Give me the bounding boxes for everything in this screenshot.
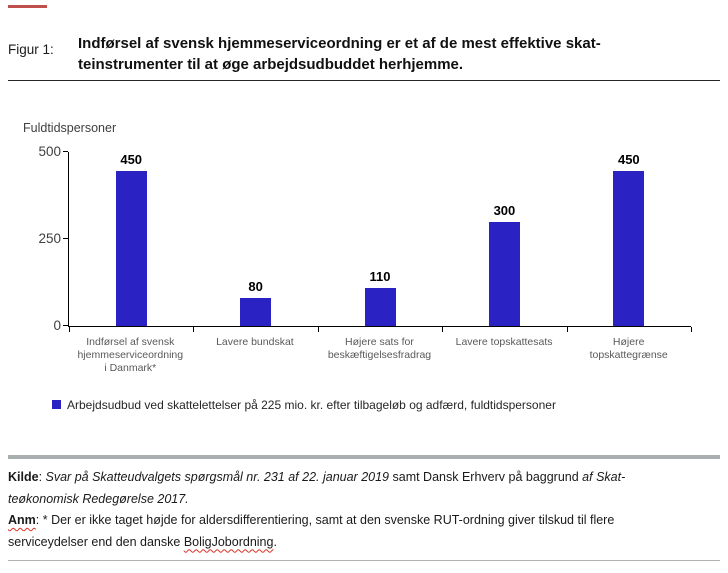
note-line: serviceydelser end den danske BoligJobordning. <box>8 534 277 549</box>
bar <box>116 171 147 326</box>
bottom-divider <box>8 560 720 561</box>
category-label: Lavere bundskat <box>216 336 294 348</box>
title-divider <box>8 80 720 81</box>
bar-value-label: 110 <box>369 268 391 284</box>
y-tick-mark <box>63 238 68 239</box>
y-tick-label: 250 <box>38 231 61 246</box>
bar <box>613 171 644 326</box>
x-tick-mark <box>318 327 319 332</box>
bar <box>240 298 271 326</box>
remark-note <box>8 510 722 553</box>
note-line: Anm: * Der er ikke taget højde for aldersdifferentiering, samt at den svenske RUT-ordning giver tilskud til flere <box>8 513 615 527</box>
figure-title-line-2: teinstrumenter til at øge arbejdsudbuddet herhjemme. <box>78 56 464 73</box>
legend-label: Arbejdsudbud ved skattelettelser på 225 mio. kr. efter tilbageløb og adfærd, fuldtidspersoner <box>67 398 556 412</box>
bar-value-label: 450 <box>617 152 640 167</box>
chart-legend <box>52 398 556 412</box>
category-label: Lavere topskattesats <box>455 336 553 348</box>
figure-title <box>78 33 722 75</box>
y-tick-mark <box>63 325 68 326</box>
x-tick-mark <box>193 327 194 332</box>
bar <box>365 288 396 326</box>
x-tick-mark <box>69 327 70 332</box>
figure-number-label: Figur 1: <box>8 42 54 57</box>
y-tick-mark <box>63 151 68 152</box>
category-label: Indførsel af svensk hjemmeserviceordning i Danmark* <box>77 336 184 374</box>
bar-column <box>567 152 691 326</box>
bar-column <box>318 152 442 326</box>
note-line: teøkonomisk Redegørelse 2017. <box>8 491 189 506</box>
x-tick-mark <box>567 327 568 332</box>
y-tick-label: 500 <box>38 144 61 159</box>
y-tick-label: 0 <box>53 318 61 333</box>
bar <box>489 222 520 326</box>
section-divider-bar <box>8 455 720 459</box>
bar-column <box>69 152 193 326</box>
legend-swatch <box>52 400 61 409</box>
bar-column <box>193 152 317 326</box>
category-label: Højere topskattegrænse <box>589 336 668 361</box>
bar-column <box>442 152 566 326</box>
category-label: Højere sats for beskæftigelsesfradrag <box>327 336 432 361</box>
notes-block <box>8 467 722 553</box>
bar-value-label: 80 <box>248 279 263 295</box>
figure-title-line-1: Indførsel af svensk hjemmeserviceordning er et af de mest effektive skat- <box>78 35 601 52</box>
bar-value-label: 300 <box>493 202 516 218</box>
bar-value-label: 450 <box>120 152 143 167</box>
note-line: Kilde: Svar på Skatteudvalgets spørgsmål nr. 231 af 22. januar 2019 samt Dansk Erhverv på baggrund af Skat- <box>8 470 626 484</box>
y-axis-title: Fuldtidspersoner <box>23 121 117 135</box>
x-tick-mark <box>442 327 443 332</box>
category-axis <box>68 336 691 375</box>
source-note <box>8 467 722 510</box>
accent-dash <box>8 5 47 8</box>
x-tick-mark <box>691 327 692 332</box>
plot-area <box>38 144 691 333</box>
